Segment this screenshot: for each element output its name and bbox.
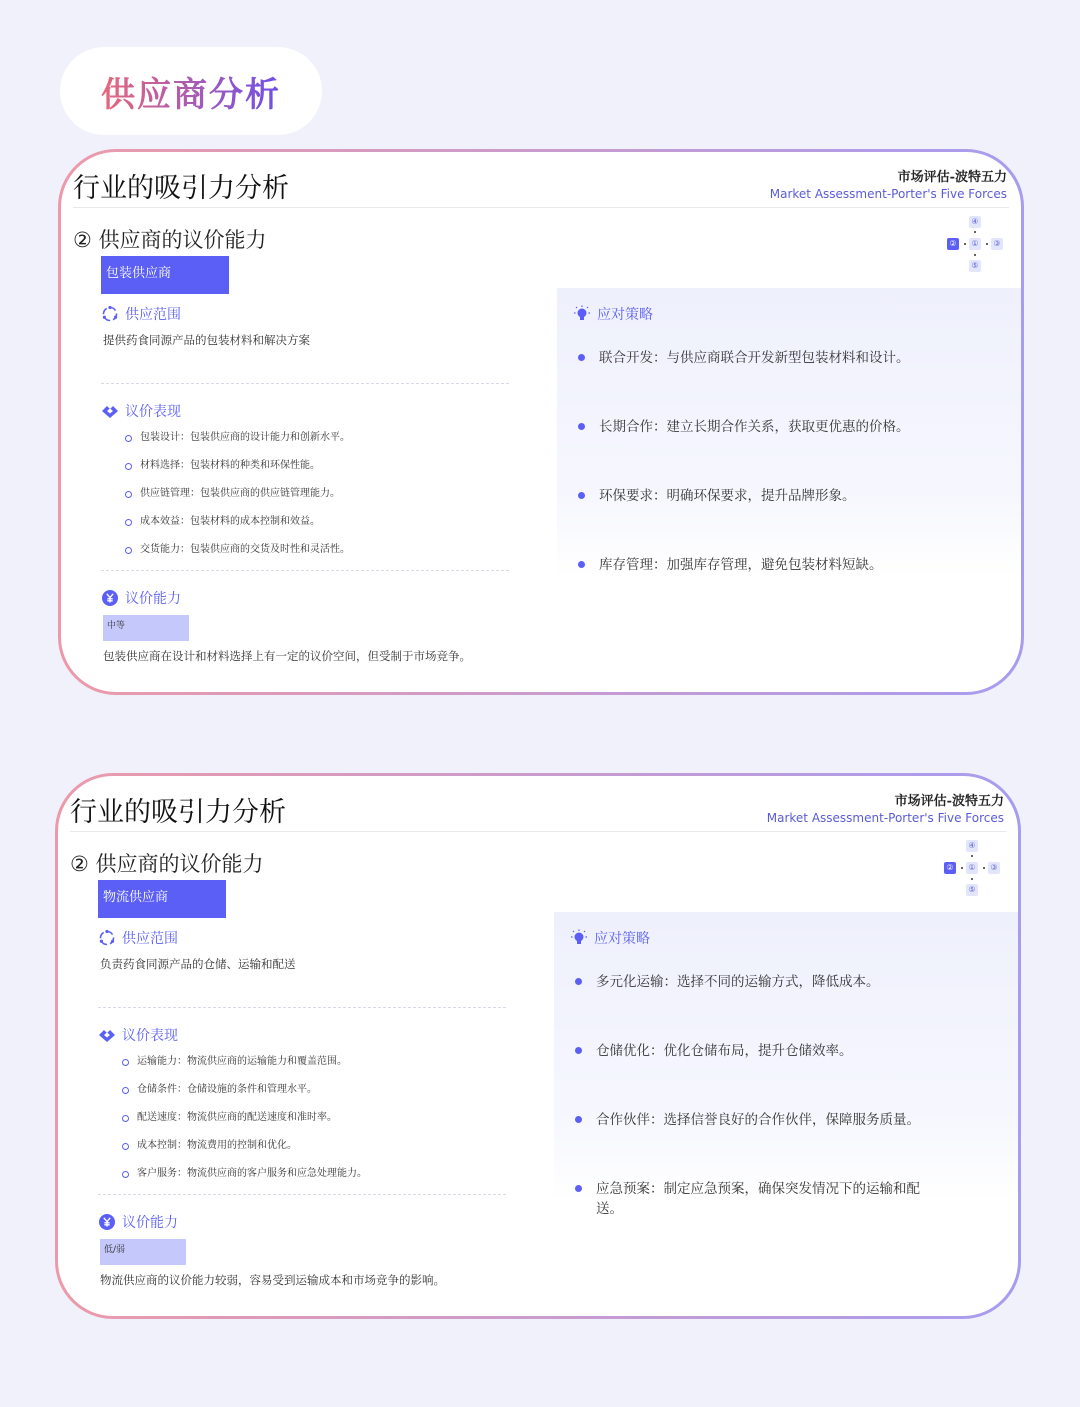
- conclusion-text: 包装供应商在设计和材料选择上有一定的议价空间，但受制于市场竞争。: [103, 649, 471, 663]
- supplier-tag: 包装供应商: [101, 256, 229, 294]
- minimap-node-2: ②: [947, 238, 959, 250]
- performance-item-text: 供应链管理：包装供应商的供应链管理能力。: [140, 488, 340, 499]
- minimap-node-1: ①: [969, 238, 981, 250]
- yen-coin-icon: [98, 1213, 116, 1231]
- performance-heading: [98, 1025, 178, 1045]
- performance-item: [125, 486, 525, 514]
- section-divider: [101, 570, 509, 571]
- minimap-dot: [964, 243, 966, 245]
- performance-item: [125, 542, 525, 570]
- five-forces-minimap: [945, 216, 1005, 276]
- strategy-item: 环保要求：明确环保要求，提升品牌形象。: [577, 486, 947, 555]
- bullet-icon: [125, 547, 132, 554]
- section-divider: [101, 383, 509, 384]
- bullet-icon: [122, 1087, 129, 1094]
- minimap-node-1: ①: [966, 862, 978, 874]
- performance-item-text: 成本效益：包装材料的成本控制和效益。: [140, 516, 320, 527]
- brand-title-en: Market Assessment-Porter's Five Forces: [766, 811, 1004, 825]
- scope-heading-label: 供应范围: [122, 931, 178, 947]
- bullet-icon: [125, 435, 132, 442]
- supplier-tag: 物流供应商: [98, 880, 226, 918]
- five-forces-minimap: [942, 840, 1002, 900]
- bullet-icon: [122, 1143, 129, 1150]
- slide-title: 行业的吸引力分析: [73, 173, 289, 204]
- power-heading: [98, 1212, 178, 1232]
- strategy-list: [577, 348, 947, 624]
- minimap-dot: [974, 254, 976, 256]
- strategy-heading-label: 应对策略: [597, 307, 653, 323]
- minimap-node-4: ④: [966, 840, 978, 852]
- strategy-panel: [557, 288, 1021, 578]
- performance-item: [125, 430, 525, 458]
- minimap-dot: [986, 243, 988, 245]
- title-divider: [73, 207, 1009, 208]
- page-tag: [60, 47, 322, 135]
- performance-item: [125, 458, 525, 486]
- performance-item: [122, 1110, 522, 1138]
- handshake-icon: [101, 402, 119, 420]
- minimap-node-3: ③: [988, 862, 1000, 874]
- minimap-dot: [971, 878, 973, 880]
- bullet-icon: [125, 463, 132, 470]
- bullet-icon: [122, 1115, 129, 1122]
- minimap-dot: [974, 231, 976, 233]
- performance-heading: [101, 401, 181, 421]
- performance-item-text: 客户服务：物流供应商的客户服务和应急处理能力。: [137, 1168, 367, 1179]
- minimap-dot: [971, 855, 973, 857]
- cycle-icon: [101, 305, 119, 323]
- slide-title: 行业的吸引力分析: [70, 797, 286, 828]
- bullet-icon: [122, 1171, 129, 1178]
- handshake-icon: [98, 1026, 116, 1044]
- performance-item: [122, 1082, 522, 1110]
- brand-title-cn: 市场评估-波特五力: [894, 794, 1004, 809]
- section-divider: [98, 1007, 506, 1008]
- cycle-icon: [98, 929, 116, 947]
- page-tag-label: 供应商分析: [101, 67, 281, 116]
- strategy-list: [574, 972, 944, 1248]
- performance-list: [122, 1054, 522, 1194]
- slide-card: [58, 149, 1024, 695]
- strategy-heading: [573, 304, 653, 324]
- slide-card: [55, 773, 1021, 1319]
- power-heading-label: 议价能力: [122, 1215, 178, 1231]
- strategy-item: 合作伙伴：选择信誉良好的合作伙伴，保障服务质量。: [574, 1110, 944, 1179]
- section-divider: [98, 1194, 506, 1195]
- strategy-item: 多元化运输：选择不同的运输方式，降低成本。: [574, 972, 944, 1041]
- performance-item: [125, 514, 525, 542]
- performance-heading-label: 议价表现: [125, 404, 181, 420]
- conclusion-text: 物流供应商的议价能力较弱，容易受到运输成本和市场竞争的影响。: [100, 1273, 445, 1287]
- scope-heading-label: 供应范围: [125, 307, 181, 323]
- yen-coin-icon: [101, 589, 119, 607]
- minimap-dot: [983, 867, 985, 869]
- minimap-node-5: ⑤: [969, 260, 981, 272]
- slide-card-body: [58, 776, 1018, 1316]
- strategy-item: 长期合作：建立长期合作关系，获取更优惠的价格。: [577, 417, 947, 486]
- performance-item: [122, 1054, 522, 1082]
- minimap-dot: [961, 867, 963, 869]
- performance-item-text: 成本控制：物流费用的控制和优化。: [137, 1140, 297, 1151]
- lightbulb-icon: [573, 305, 591, 323]
- scope-heading: [101, 304, 181, 324]
- power-level-badge: 中等: [103, 615, 189, 641]
- strategy-item: 仓储优化：优化仓储布局，提升仓储效率。: [574, 1041, 944, 1110]
- minimap-node-4: ④: [969, 216, 981, 228]
- strategy-panel: [554, 912, 1018, 1217]
- performance-item: [122, 1138, 522, 1166]
- bullet-icon: [122, 1059, 129, 1066]
- section-heading: ② 供应商的议价能力: [73, 228, 267, 252]
- performance-item-text: 运输能力：物流供应商的运输能力和覆盖范围。: [137, 1056, 347, 1067]
- scope-heading: [98, 928, 178, 948]
- performance-item-text: 包装设计：包装供应商的设计能力和创新水平。: [140, 432, 350, 443]
- performance-heading-label: 议价表现: [122, 1028, 178, 1044]
- power-heading-label: 议价能力: [125, 591, 181, 607]
- scope-text: 提供药食同源产品的包装材料和解决方案: [103, 333, 310, 347]
- scope-text: 负责药食同源产品的仓储、运输和配送: [100, 957, 296, 971]
- section-heading: ② 供应商的议价能力: [70, 852, 264, 876]
- performance-list: [125, 430, 525, 570]
- title-divider: [70, 831, 1006, 832]
- strategy-heading-label: 应对策略: [594, 931, 650, 947]
- performance-item-text: 仓储条件：仓储设施的条件和管理水平。: [137, 1084, 317, 1095]
- minimap-node-3: ③: [991, 238, 1003, 250]
- minimap-node-5: ⑤: [966, 884, 978, 896]
- strategy-item: 应急预案：制定应急预案，确保突发情况下的运输和配送。: [574, 1179, 944, 1248]
- bullet-icon: [125, 519, 132, 526]
- slide-card-body: [61, 152, 1021, 692]
- strategy-item: 库存管理：加强库存管理，避免包装材料短缺。: [577, 555, 947, 624]
- brand-title-cn: 市场评估-波特五力: [897, 170, 1007, 185]
- lightbulb-icon: [570, 929, 588, 947]
- strategy-item: 联合开发：与供应商联合开发新型包装材料和设计。: [577, 348, 947, 417]
- power-heading: [101, 588, 181, 608]
- strategy-heading: [570, 928, 650, 948]
- minimap-node-2: ②: [944, 862, 956, 874]
- performance-item-text: 配送速度：物流供应商的配送速度和准时率。: [137, 1112, 337, 1123]
- power-level-badge: 低/弱: [100, 1239, 186, 1265]
- performance-item-text: 交货能力：包装供应商的交货及时性和灵活性。: [140, 544, 350, 555]
- brand-title-en: Market Assessment-Porter's Five Forces: [769, 187, 1007, 201]
- performance-item: [122, 1166, 522, 1194]
- performance-item-text: 材料选择：包装材料的种类和环保性能。: [140, 460, 320, 471]
- bullet-icon: [125, 491, 132, 498]
